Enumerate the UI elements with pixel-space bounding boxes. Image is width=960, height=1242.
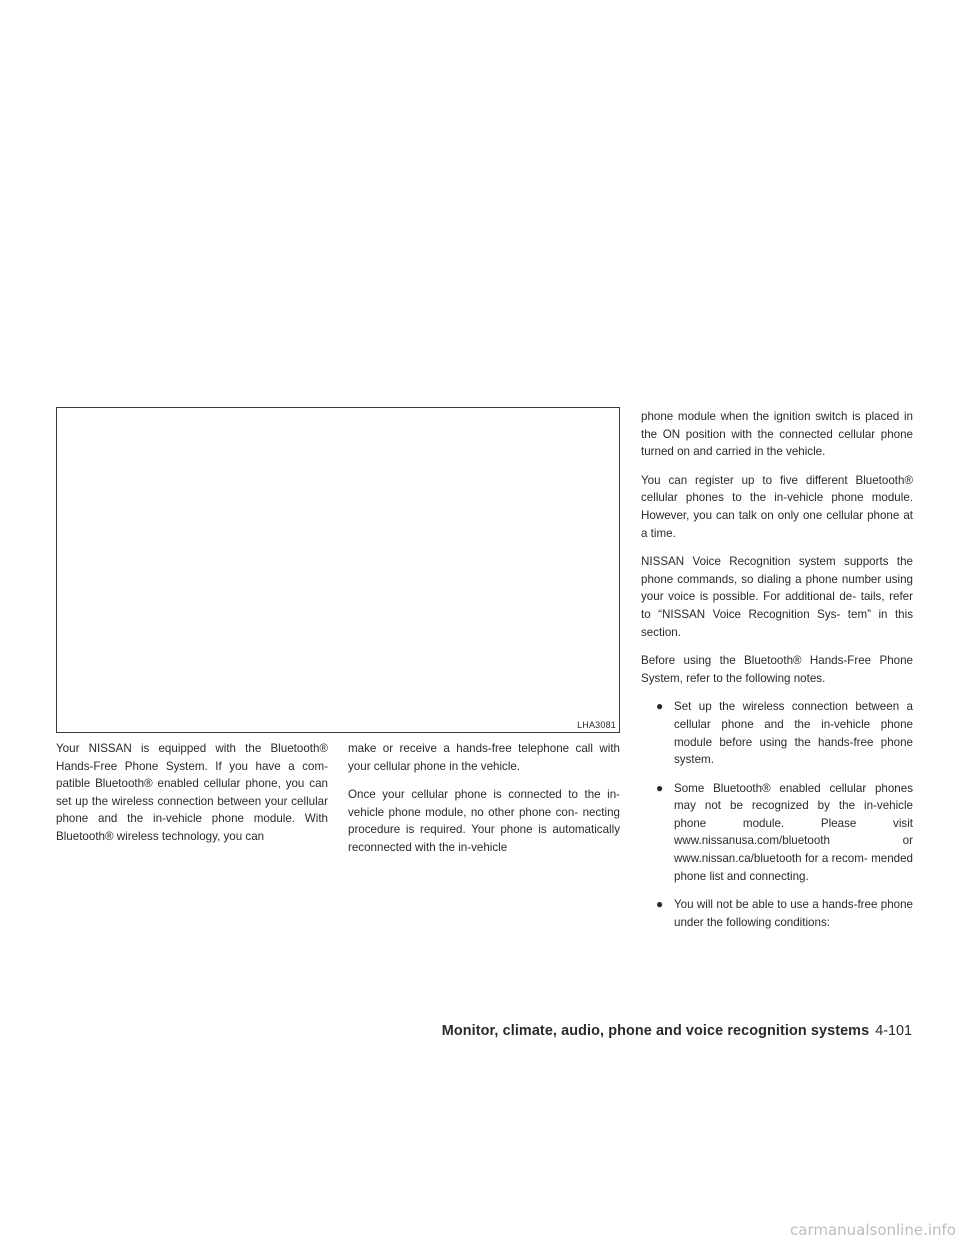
page-number: 4-101 — [875, 1023, 912, 1039]
text-column-2 — [348, 740, 620, 868]
list-item-text: You will not be able to use a hands-free phone under the following conditions: — [674, 898, 913, 929]
text-column-3 — [641, 408, 913, 942]
list-item-text: Some Bluetooth® enabled cellular phones may not be recognized by the in-vehicle phone module. Please visit www.nissanusa.com/bluetooth or www.nissan.ca/bluetooth for a recom- mended phone list and connecting. — [674, 781, 913, 883]
list-item — [641, 896, 913, 931]
paragraph: You can register up to five different Bluetooth® cellular phones to the in-vehicle phone module. However, you can talk on only one cellular phone at a time. — [641, 473, 913, 540]
list-item — [641, 698, 913, 768]
bullet-icon: ● — [656, 897, 664, 912]
paragraph: Once your cellular phone is connected to the in-vehicle phone module, no other phone con- necting procedure is required. Your phone is automatically reconnected with the in-vehicle — [348, 788, 620, 854]
section-title: Monitor, climate, audio, phone and voice recognition systems — [441, 1023, 870, 1039]
list-item — [641, 780, 913, 886]
text-column-1 — [56, 740, 328, 857]
paragraph: make or receive a hands-free telephone call with your cellular phone in the vehicle. — [348, 742, 620, 773]
figure-code: LHA3081 — [577, 720, 616, 730]
paragraph: phone module when the ignition switch is placed in the ON position with the connected cellular phone turned on and carried in the vehicle. — [641, 410, 913, 459]
notes-list — [641, 698, 913, 931]
watermark: carmanualsonline.info — [790, 1221, 956, 1239]
page-footer — [442, 1022, 912, 1040]
bullet-icon: ● — [656, 780, 664, 795]
illustration-frame — [56, 407, 620, 733]
bullet-icon: ● — [656, 699, 664, 714]
paragraph: NISSAN Voice Recognition system supports the phone commands, so dialing a phone number using your voice is possible. For additional de- tails, refer to “NISSAN Voice Recognition Sys- tem” in this section. — [641, 555, 913, 639]
paragraph: Your NISSAN is equipped with the Bluetooth® Hands-Free Phone System. If you have a com- patible Bluetooth® enabled cellular phone, you can set up the wireless connection between your cellular phone and the in-vehicle phone module. With Bluetooth® wireless technology, you can — [56, 742, 328, 843]
paragraph: Before using the Bluetooth® Hands-Free Phone System, refer to the following notes. — [641, 654, 913, 685]
list-item-text: Set up the wireless connection between a cellular phone and the in-vehicle phone module before using the hands-free phone system. — [674, 700, 913, 767]
